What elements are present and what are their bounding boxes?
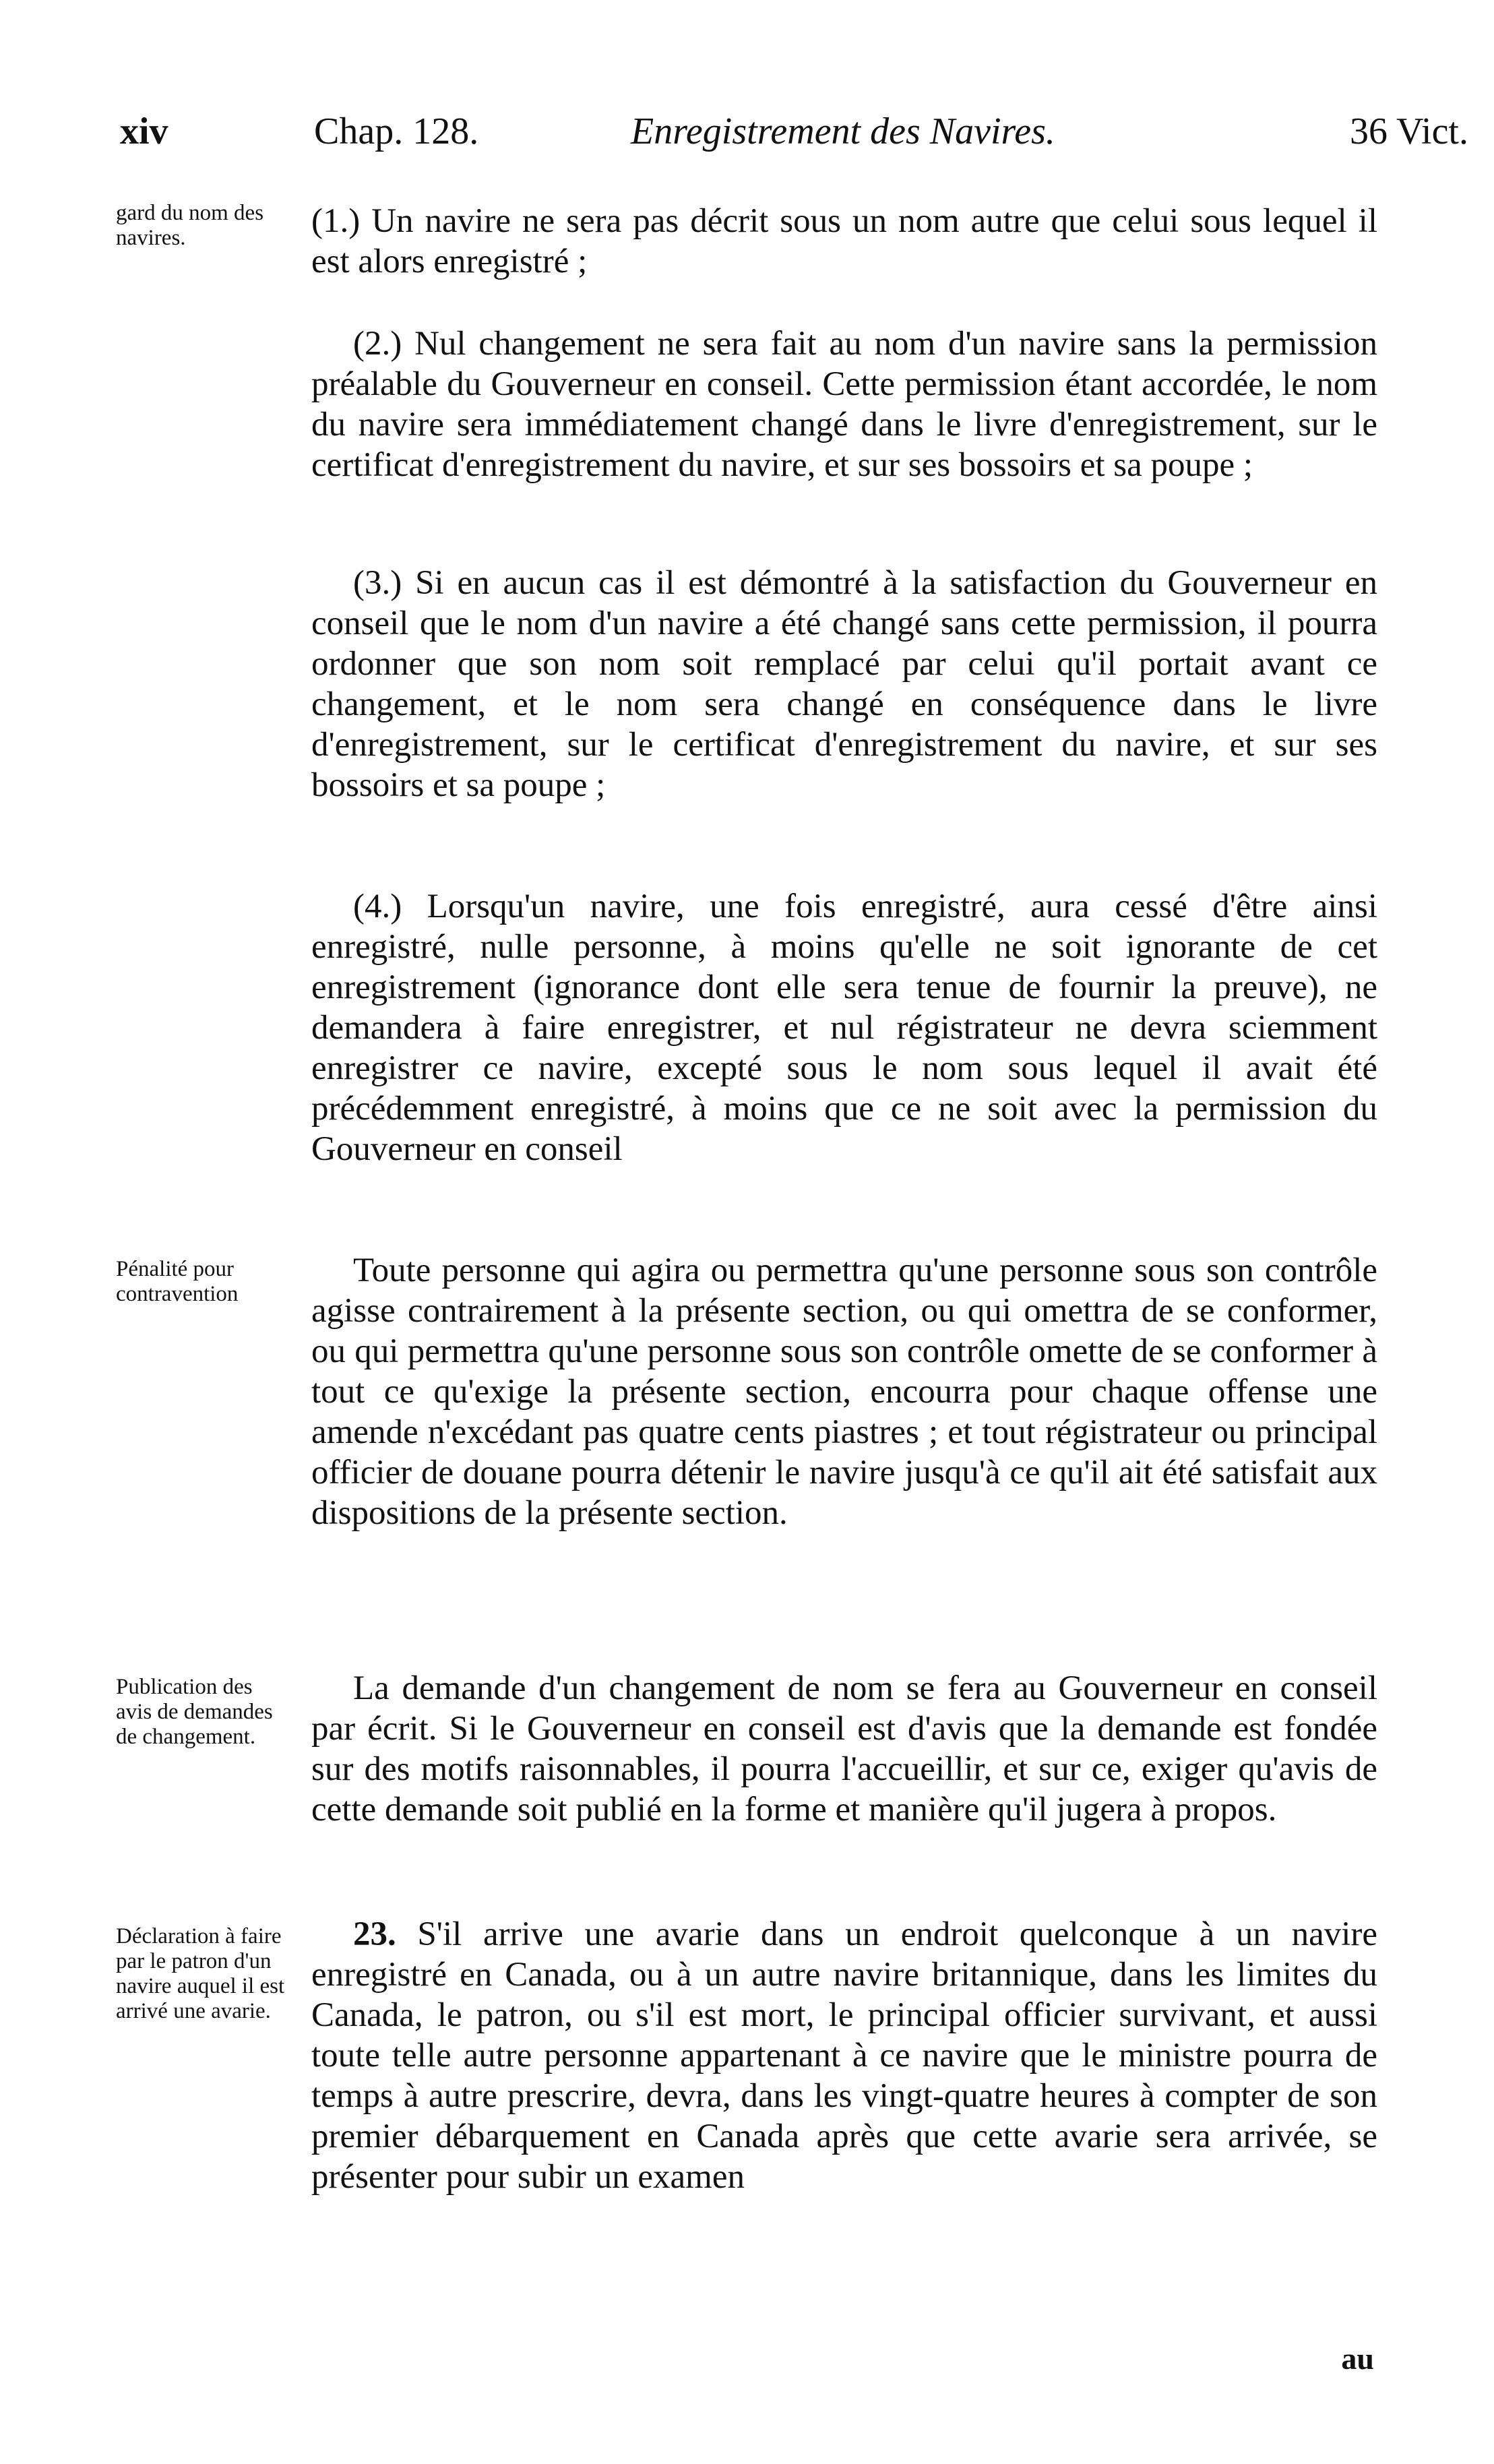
section-23-text: S'il arrive une avarie dans un endroit quelconque à un navire enregistré en Canada, ou à un autre navire britannique, dans les limites du Canada, le patron, ou s'il est mort, le principal officier survivant, et aussi toute telle autre personne appartenant à ce navire que le ministre pourra de temps à autre prescrire, devra, dans les vingt-quatre heures à compter de son premier débarquement en Canada après que cette avarie sera arrivée, se présenter pour subir un examen (311, 1915, 1377, 2196)
chapter-label: Chap. 128. (314, 111, 479, 152)
subsection-1: (1.) Un navire ne sera pas décrit sous un nom autre que celui sous lequel il est alors enregistré ; (311, 202, 1377, 280)
margin-note-declaration: Déclaration à faire par le patron d'un navire auquel il est arrivé une avarie. (116, 1924, 285, 2023)
margin-note-names: gard du nom des navires. (116, 201, 264, 250)
regnal-year: 36 Vict. (1349, 111, 1468, 152)
page-number: xiv (120, 111, 168, 152)
section-number: 23. (353, 1915, 396, 1953)
margin-note-penalty: Pénalité pour contravention (116, 1257, 239, 1306)
penalty-paragraph: Toute personne qui agira ou permettra qu'une personne sous son contrôle agisse contrairement à la présente section, ou qui omettra de se conformer, ou qui permettra qu'une personne sous son contrôle omette de se conformer à tout ce qu'exige la présente section, encourra pour chaque offense une amende n'excédant pas quatre cents piastres ; et tout régistrateur ou principal officier de douane pourra détenir le navire jusqu'à ce qu'il ait été satisfait aux dispositions de la présente section. (311, 1252, 1377, 1532)
subsection-4: (4.) Lorsqu'un navire, une fois enregistré, aura cessé d'être ainsi enregistré, nulle personne, à moins qu'elle ne soit ignorante de cet enregistrement (ignorance dont elle sera tenue de fournir la preuve), ne demandera à faire enregistrer, et nul régistrateur ne devra sciemment enregistrer ce navire, excepté sous le nom sous lequel il avait été précédemment enregistré, à moins que ce ne soit avec la permission du Gouverneur en conseil (311, 888, 1377, 1168)
margin-note-publication: Publication des avis de demandes de changement. (116, 1675, 273, 1749)
running-title: Enregistrement des Navires. (631, 111, 1055, 152)
section-23-paragraph (311, 1914, 1377, 2197)
publication-paragraph: La demande d'un changement de nom se fera au Gouverneur en conseil par écrit. Si le Gouverneur en conseil est d'avis que la demande est fondée sur des motifs raisonnables, il pourra l'accueillir, et sur ce, exiger qu'avis de cette demande soit publié en la forme et manière qu'il jugera à propos. (311, 1669, 1377, 1828)
subsection-2: (2.) Nul changement ne sera fait au nom d'un navire sans la permission préalable du Gouverneur en conseil. Cette permission étant accordée, le nom du navire sera immédiatement changé dans le livre d'enregistrement, sur le certificat d'enregistrement du navire, et sur ses bossoirs et sa poupe ; (311, 325, 1377, 484)
catchword: au (1341, 2341, 1374, 2376)
subsection-3: (3.) Si en aucun cas il est démontré à la satisfaction du Gouverneur en conseil que le nom d'un navire a été changé sans cette permission, il pourra ordonner que son nom soit remplacé par celui qu'il portait avant ce changement, et le nom sera changé en conséquence dans le livre d'enregistrement, sur le certificat d'enregistrement du navire, et sur ses bossoirs et sa poupe ; (311, 564, 1377, 804)
